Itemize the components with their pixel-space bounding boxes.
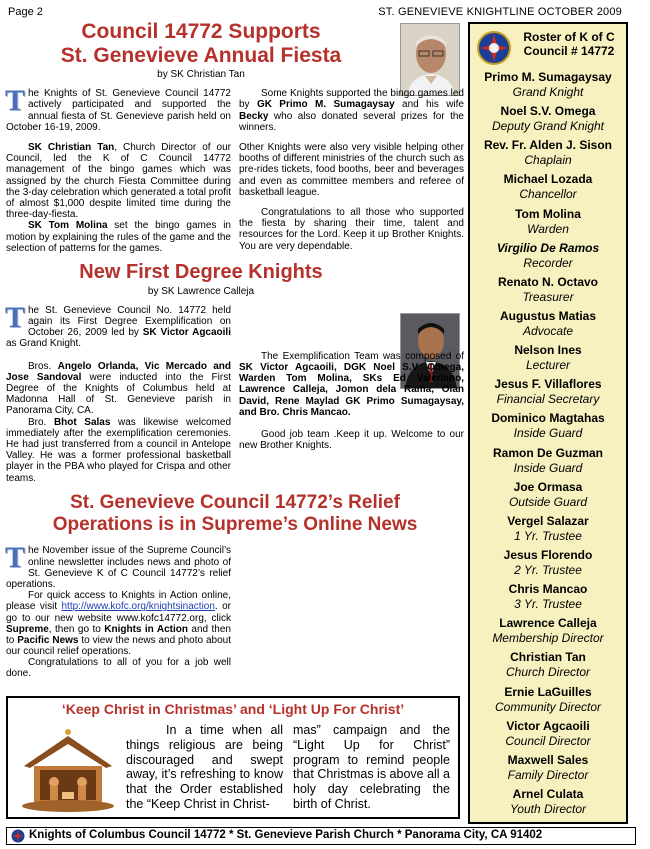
relief-supreme: Supreme	[6, 623, 49, 635]
kofc-emblem-icon	[476, 30, 512, 66]
fiesta-headline-line1: Council 14772 Supports	[81, 20, 321, 43]
fiesta-p5: Other Knights were also very visible helping other booths of different ministries of the church such as pre-rides tickets, food booths, beer and beverages and even as committee members and referee of basketball league.	[239, 142, 464, 198]
fiesta-p3: set the bingo games in motion by explaining the rules of the game and the selection of patterns for the games.	[6, 220, 231, 254]
relief-headline-line2: Operations is in Supreme’s Online News	[52, 513, 418, 535]
keep-christ-col1: In a time when all things religious are being discouraged and swept away, it’s refreshing to know that the Order established the “Keep Christ in Christ-	[126, 723, 283, 811]
fd-p3a: Bro.	[28, 416, 54, 428]
officer-entry	[470, 719, 626, 753]
fiesta-p2-bold: SK Christian Tan	[28, 142, 115, 154]
officer-entry	[470, 207, 626, 241]
officer-title: Council Director	[505, 733, 591, 748]
keep-christ-col2: mas” campaign and the “Light Up for Christ” program to remind people that Christmas is above all a holy day celebrating the birth of Christ.	[293, 723, 451, 811]
nativity-image	[18, 726, 118, 814]
officer-name: Maxwell Sales	[507, 752, 589, 767]
officer-title: 3 Yr. Trustee	[514, 597, 582, 612]
officer-title: 1 Yr. Trustee	[514, 528, 582, 543]
officer-title: 2 Yr. Trustee	[514, 562, 582, 577]
fiesta-headline-line2: St. Genevieve Annual Fiesta	[60, 44, 342, 68]
officer-name: Michael Lozada	[503, 172, 593, 187]
officer-entry	[470, 480, 626, 514]
relief-p3: Congratulations to all of you for a job well done.	[6, 657, 231, 680]
officer-entry	[470, 377, 626, 411]
fd-p1a: he St. Genevieve Council No. 14772 held again its First Degree Exemplification on October 26, 2009 led by	[28, 304, 231, 339]
officer-title: Advocate	[522, 323, 574, 338]
fiesta-body	[5, 84, 464, 254]
keep-christ-box	[6, 696, 460, 819]
fiesta-p6: Congratulations to all those who supported the fiesta by sharing their time, talent and resources for the Lord. Keep it up Brother Knights. You are very dependable.	[239, 206, 464, 252]
relief-body	[5, 541, 464, 680]
officer-entry	[470, 685, 626, 719]
officer-entry	[470, 411, 626, 445]
officer-entry	[470, 104, 626, 138]
kofc-emblem-icon	[11, 829, 25, 843]
relief-p2a: For quick access to Knights in Action online, please visit	[6, 590, 231, 613]
officer-name: Lawrence Calleja	[499, 616, 597, 631]
officer-name: Rev. Fr. Alden J. Sison	[483, 138, 613, 153]
relief-p2c: , then go to	[48, 623, 105, 635]
fd-p2-bold: Angelo Orlanda, Vic Mercado and Jose Sandoval	[6, 360, 231, 383]
officer-name: Ernie LaGuilles	[504, 684, 592, 699]
fd-p5: Good job team .Keep it up. Welcome to our new Brother Knights.	[239, 429, 464, 452]
fd-p4a: The Exemplification Team was composed of	[261, 350, 464, 362]
page-number: Page 2	[8, 6, 43, 18]
roster-title-line2: Council # 14772	[523, 44, 615, 59]
officer-name: Virgilio De Ramos	[496, 240, 600, 255]
relief-headline	[6, 492, 464, 536]
keep-christ-title: ‘Keep Christ in Christmas’ and ‘Light Up For Christ’	[61, 701, 405, 717]
relief-p1: he November issue of the Supreme Council’s online newsletter includes news and photo of St. Genevieve K of C Council 14772’s relief operations.	[6, 545, 231, 590]
fiesta-p3-bold: SK Tom Molina	[28, 220, 108, 232]
dropcap: T	[5, 541, 26, 575]
article-first-degree	[6, 261, 396, 297]
officer-name: Joe Ormasa	[513, 479, 583, 494]
relief-p2d: and then to	[6, 623, 231, 646]
officer-name: Jesus Florendo	[503, 547, 593, 562]
footer-text: Knights of Columbus Council 14772 * St. Genevieve Parish Church * Panorama City, CA 91402	[29, 829, 543, 841]
roster-title-line1: Roster of K of C	[523, 30, 615, 44]
roster-title	[514, 30, 624, 59]
article-fiesta	[6, 20, 396, 80]
officer-entry	[470, 582, 626, 616]
officer-entry	[470, 616, 626, 650]
officer-title: Membership Director	[492, 631, 604, 646]
officer-title: Chancellor	[519, 187, 577, 202]
officer-title: Financial Secretary	[496, 392, 600, 407]
officer-title: Youth Director	[509, 801, 587, 816]
fd-p2a: Bros.	[28, 360, 58, 372]
fd-p2b: were inducted into the First Degree of the Knights of Columbus held at Madonna Hall of St. Genevieve parish in Panorama City, CA.	[6, 371, 231, 417]
relief-p2e: to view the news and photo about our council relief operations.	[6, 634, 231, 658]
officer-title: Treasurer	[522, 289, 574, 304]
first-degree-body	[5, 300, 464, 484]
officer-title: Outside Guard	[508, 494, 588, 509]
dropcap: T	[5, 300, 26, 334]
first-degree-headline: New First Degree Knights	[79, 260, 323, 283]
fiesta-byline: by SK Christian Tan	[157, 69, 245, 81]
officer-entry	[470, 787, 626, 821]
officer-name: Dominico Magtahas	[491, 411, 605, 426]
officer-name: Augustus Matias	[499, 308, 596, 323]
relief-headline-line1: St. Genevieve Council 14772’s Relief	[70, 491, 400, 513]
officer-entry	[470, 650, 626, 684]
officer-list	[470, 70, 626, 821]
first-degree-byline: by SK Lawrence Calleja	[147, 285, 255, 297]
fiesta-p1: he Knights of St. Genevieve Council 14772 actively participated and supported the annual fiesta of St. Genevieve parish held on October 16-19, 2009.	[6, 88, 231, 133]
dropcap: T	[5, 84, 26, 118]
fd-p1-bold: SK Victor Agcaoili	[142, 327, 231, 339]
fiesta-p4c: who also donated several prizes for the winners.	[239, 110, 464, 133]
officer-title: Warden	[527, 221, 569, 236]
relief-p2b: . or go to our new website www.kofc14772.org, click	[6, 601, 231, 624]
officer-name: Chris Mancao	[508, 582, 588, 597]
officer-entry	[470, 138, 626, 172]
officer-name: Tom Molina	[515, 206, 581, 221]
officer-name: Ramon De Guzman	[492, 445, 603, 460]
fiesta-p4-bold1: GK Primo M. Sumagaysay	[256, 99, 395, 111]
officer-name: Renato N. Octavo	[497, 274, 599, 289]
fd-p3-bold: Bhot Salas	[53, 416, 111, 428]
officer-entry	[470, 275, 626, 309]
fd-p1b: as Grand Knight.	[6, 338, 82, 350]
officer-name: Nelson Ines	[514, 343, 582, 358]
fd-p3b: was likewise welcomed immediately after the exemplification ceremonies. He had just transferred from a council in Antelope Valley. He was a former professional basketball player in the PBA who played for Crispa and other teams.	[6, 416, 232, 484]
fiesta-p4-bold2: Becky	[239, 110, 269, 122]
officer-title: Recorder	[523, 255, 573, 270]
officer-title: Chaplain	[524, 153, 572, 168]
officer-entry	[470, 309, 626, 343]
officer-title: Inside Guard	[513, 426, 583, 441]
officer-title: Deputy Grand Knight	[491, 119, 605, 134]
officer-entry	[470, 514, 626, 548]
officer-name: Vergel Salazar	[507, 513, 589, 528]
fiesta-headline	[6, 20, 396, 68]
officer-entry	[470, 241, 626, 275]
officer-title: Grand Knight	[512, 85, 584, 99]
fiesta-p2: , Church Director of our Council, led the K of C Council 14772 management of the bingo games which was assigned by the church Fiesta Committee during the 3-day celebration which generated a total profit of almost $1,000 despite limited time during the three-day-fiesta.	[6, 142, 231, 221]
officer-name: Christian Tan	[510, 650, 586, 665]
knights-in-action-link[interactable]: http://www.kofc.org/knightsinaction	[61, 601, 215, 613]
main-content	[6, 20, 464, 680]
keep-christ-text	[126, 723, 450, 812]
officer-title: Community Director	[494, 699, 602, 714]
fiesta-p4b: and his wife	[394, 99, 464, 111]
roster-sidebar	[468, 22, 628, 824]
officer-title: Inside Guard	[513, 460, 583, 475]
officer-name: Arnel Culata	[512, 786, 584, 801]
fd-p4-bold: SK Victor Agcaoili, DGK Noel S.V. Omega, Warden Tom Molina, SKs Ed Valeriano, Lawrence Calleja, Jomon dela Rama, Olan David, Rene Maylad GK Primo Sumagaysay, and Bro. Chris Mancao.	[239, 362, 464, 418]
officer-entry	[470, 70, 626, 104]
officer-entry	[470, 343, 626, 377]
officer-name: Jesus F. Villaflores	[494, 377, 602, 392]
officer-entry	[470, 446, 626, 480]
officer-title: Family Director	[507, 767, 589, 782]
fiesta-p4a: Some Knights supported the bingo games led by	[239, 88, 464, 111]
officer-entry	[470, 753, 626, 787]
officer-name: Primo M. Sumagaysay	[484, 70, 612, 84]
relief-pacific: Pacific News	[17, 634, 79, 646]
officer-title: Lecturer	[525, 358, 571, 373]
footer-bar	[6, 827, 636, 845]
relief-kia: Knights in Action	[104, 623, 188, 635]
masthead: ST. GENEVIEVE KNIGHTLINE OCTOBER 2009	[378, 6, 622, 18]
officer-name: Noel S.V. Omega	[500, 104, 596, 119]
officer-entry	[470, 172, 626, 206]
officer-name: Victor Agcaoili	[506, 718, 590, 733]
officer-entry	[470, 548, 626, 582]
officer-title: Church Director	[505, 665, 591, 680]
